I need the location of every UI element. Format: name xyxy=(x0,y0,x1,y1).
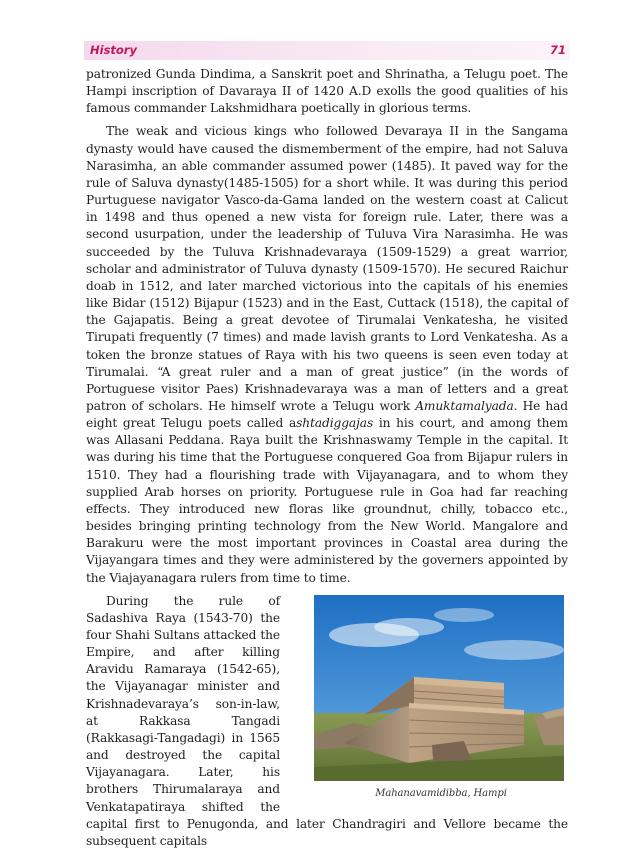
paragraph-2-part-b: He had eight great Telugu poets called a xyxy=(86,398,568,431)
term-ashtadiggajas: shtadiggajas xyxy=(296,416,374,431)
monument-photo xyxy=(294,595,564,781)
paragraph-3-text: During the rule of Sadashiva Raya (1543-70) the four Shahi Sultans attacked the Empire, and after killing Aravidu Ramaraya (1542-65), the Vijayanagar minister and Krishnadevaraya’s son-in-law, at Rakkasa Tangadi (Rakkasagi-Tangadagi) in 1565 and destroyed the capital Vijayanagara. Later, his brothers Thirumalaraya and Venkatapatiraya shifted the capital first to Penugonda, and later Chandragiri and Vellore became the subsequent capitals xyxy=(86,593,568,848)
page-header xyxy=(84,41,570,60)
figure xyxy=(294,595,568,800)
work-title-amuktamalyada: Amuktamalyada. xyxy=(415,398,518,413)
paragraph-2-part-c: in his court, and among them was Allasani Peddana. Raya built the Krishnaswamy Temple in the capital. It was during his time that the Portuguese conquered Goa from Bijapur rulers in 1510. They had a flourishing trade with Vijayanagara, and to whom they supplied Arab horses on priority. Portuguese rule in Goa had far reaching effects. They introduced new floras like groundnut, chilly, tobacco etc., besides bringing printing technology from the New World. Mangalore and Barakuru were the most important provinces in Coastal area during the Vijayangara times and they were administered by the governers appointed by the Viajayanagara rulers from time to time. xyxy=(86,416,568,585)
section-title: History xyxy=(90,43,137,57)
figure-caption: Mahanavamidibba, Hampi xyxy=(375,787,507,799)
paragraph-3 xyxy=(86,593,568,850)
paragraph-2-part-a: The weak and vicious kings who followed Devaraya II in the Sangama dynasty would have caused the dismemberment of the empire, had not Saluva Narasimha, an able commander assumed power (1485). It paved way for the rule of Saluva dynasty(1485-1505) for a short while. It was during this period Purtuguese navigator Vasco-da-Gama landed on the western coast at Calicut in 1498 and thus opened a new vista for foreign rule. Later, there was a second usurpation, under the leadership of Tuluva Vira Narasimha. He was succeeded by the Tuluva Krishnadevaraya (1509-1529) a great warrior, scholar and administrator of Tuluva dynasty (1509-1570). He secured Raichur doab in 1512, and later marched victorious into the capitals of his enemies like Bidar (1512) Bijapur (1523) and in the East, Cuttack (1518), the capital of the Gajapatis. Being a great devotee of Tirumalai Venkatesha, he visited Tirupati frequently (7 times) and made lavish grants to Lord Venkatesha. As a token the bronze statues of Raya with his two queens is seen even today at Tirumalai. “A great ruler and a man of great justice” (in the words of Portuguese visitor Paes) Krishnadevaraya was a man of letters and a great patron of scholars. He himself wrote a Telugu work xyxy=(86,124,568,413)
page-number: 71 xyxy=(549,43,566,57)
paragraph-1: patronized Gunda Dindima, a Sanskrit poet and Shrinatha, a Telugu poet. The Hampi inscription of Davaraya II of 1420 A.D exolls the good qualities of his famous commander Lakshmidhara poetically in glorious terms. xyxy=(86,67,568,116)
page-body xyxy=(86,66,568,856)
mahanavami-dibba-image xyxy=(314,595,564,781)
paragraph-2 xyxy=(86,123,568,586)
